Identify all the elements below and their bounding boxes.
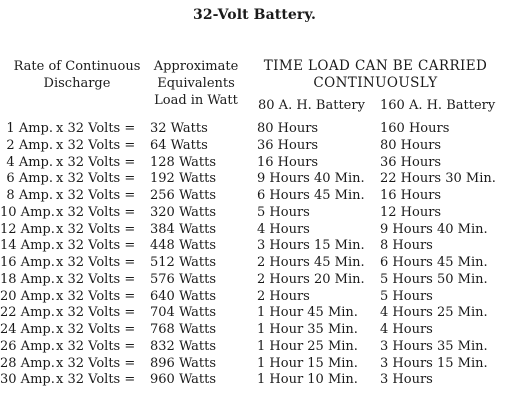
rate-volts-cell: x 32 Volts = [56, 204, 136, 220]
watts-cell: 320 Watts [150, 204, 217, 220]
time-160ah-cell: 8 Hours [380, 238, 433, 254]
rate-amp-cell: 4 Amp. [6, 154, 53, 170]
rate-amp-cell: 16 Amp. [0, 255, 55, 270]
time-80ah-cell: 1 Hour 25 Min. [257, 338, 358, 354]
rate-amp-cell: 20 Amp. [0, 288, 55, 304]
table-row [0, 121, 509, 138]
time-80ah-cell: 5 Hours [257, 204, 310, 220]
time-80ah-cell: 1 Hour 15 Min. [257, 355, 358, 371]
rate-amp-cell: 6 Amp. [6, 171, 53, 187]
watts-cell: 704 Watts [150, 305, 217, 321]
rate-amp-cell: 28 Amp. [0, 355, 55, 371]
rate-amp-cell: 22 Amp. [0, 305, 55, 321]
table-row [0, 339, 509, 356]
rate-amp-cell: 1 Amp. [6, 121, 53, 136]
time-160ah-cell: 3 Hours 35 Min. [380, 338, 488, 354]
table-row [0, 372, 509, 389]
time-80ah-cell: 2 Hours 20 Min. [257, 271, 365, 287]
watts-cell: 640 Watts [150, 288, 217, 304]
time-160ah-cell: 16 Hours [380, 188, 442, 203]
time-80ah-cell: 4 Hours [257, 221, 310, 237]
time-160ah-cell: 12 Hours [380, 204, 442, 220]
rate-volts-cell: x 32 Volts = [56, 322, 136, 337]
table-row [0, 305, 509, 322]
rate-amp-cell: 8 Amp. [6, 188, 53, 203]
time-160ah-cell: 5 Hours 50 Min. [380, 271, 488, 287]
time-160ah-cell: 22 Hours 30 Min. [380, 171, 496, 187]
discharge-table [0, 121, 509, 389]
time-80ah-cell: 80 Hours [257, 121, 319, 136]
time-160ah-cell: 6 Hours 45 Min. [380, 255, 488, 270]
time-80ah-cell: 3 Hours 15 Min. [257, 238, 365, 254]
table-row [0, 289, 509, 306]
watts-cell: 896 Watts [150, 355, 217, 371]
rate-volts-cell: x 32 Volts = [56, 355, 136, 371]
rate-amp-cell: 14 Amp. [0, 238, 55, 254]
time-160ah-cell: 9 Hours 40 Min. [380, 221, 488, 237]
table-row [0, 222, 509, 239]
time-160ah-cell: 4 Hours [380, 322, 433, 337]
watts-cell: 64 Watts [150, 137, 208, 153]
watts-cell: 768 Watts [150, 322, 217, 337]
watts-cell: 448 Watts [150, 238, 217, 254]
time-80ah-cell: 16 Hours [257, 154, 319, 170]
watts-cell: 576 Watts [150, 271, 217, 287]
time-160ah-cell: 160 Hours [380, 121, 450, 136]
table-row [0, 255, 509, 272]
time-80ah-cell: 2 Hours [257, 288, 310, 304]
time-80ah-cell: 1 Hour 45 Min. [257, 305, 358, 321]
rate-amp-cell: 24 Amp. [0, 322, 55, 337]
watts-cell: 256 Watts [150, 188, 217, 203]
table-row [0, 322, 509, 339]
rate-volts-cell: x 32 Volts = [56, 305, 136, 321]
rate-amp-cell: 10 Amp. [0, 204, 55, 220]
watts-cell: 832 Watts [150, 338, 217, 354]
table-row [0, 171, 509, 188]
time-160ah-cell: 3 Hours [380, 372, 433, 388]
page-title: 32-Volt Battery. [193, 7, 316, 23]
header-160ah-battery: 160 A. H. Battery [380, 98, 496, 113]
rate-volts-cell: x 32 Volts = [56, 338, 136, 354]
rate-volts-cell: x 32 Volts = [56, 154, 136, 170]
time-160ah-cell: 4 Hours 25 Min. [380, 305, 488, 321]
table-row [0, 356, 509, 373]
table-row [0, 238, 509, 255]
watts-cell: 192 Watts [150, 171, 217, 187]
rate-amp-cell: 2 Amp. [6, 137, 53, 153]
time-160ah-cell: 36 Hours [380, 154, 442, 170]
rate-volts-cell: x 32 Volts = [56, 271, 136, 287]
watts-cell: 32 Watts [150, 121, 208, 136]
rate-volts-cell: x 32 Volts = [56, 288, 136, 304]
rate-amp-cell: 26 Amp. [0, 338, 55, 354]
rate-volts-cell: x 32 Volts = [56, 255, 136, 270]
rate-amp-cell: 30 Amp. [0, 372, 55, 388]
time-80ah-cell: 6 Hours 45 Min. [257, 188, 365, 203]
watts-cell: 960 Watts [150, 372, 217, 388]
rate-volts-cell: x 32 Volts = [56, 137, 136, 153]
table-row [0, 138, 509, 155]
header-time-load: TIME LOAD CAN BE CARRIED CONTINUOUSLY [263, 58, 488, 91]
rate-volts-cell: x 32 Volts = [56, 121, 136, 136]
watts-cell: 384 Watts [150, 221, 217, 237]
time-160ah-cell: 5 Hours [380, 288, 433, 304]
watts-cell: 512 Watts [150, 255, 217, 270]
time-80ah-cell: 9 Hours 40 Min. [257, 171, 365, 187]
rate-volts-cell: x 32 Volts = [56, 238, 136, 254]
header-80ah-battery: 80 A. H. Battery [258, 98, 365, 113]
time-160ah-cell: 80 Hours [380, 137, 442, 153]
rate-volts-cell: x 32 Volts = [56, 171, 136, 187]
time-80ah-cell: 36 Hours [257, 137, 319, 153]
table-row [0, 272, 509, 289]
table-row [0, 205, 509, 222]
time-80ah-cell: 2 Hours 45 Min. [257, 255, 365, 270]
header-rate-of-discharge: Rate of Continuous Discharge [13, 59, 141, 91]
time-160ah-cell: 3 Hours 15 Min. [380, 355, 488, 371]
rate-volts-cell: x 32 Volts = [56, 221, 136, 237]
rate-amp-cell: 12 Amp. [0, 221, 55, 237]
table-row [0, 188, 509, 205]
watts-cell: 128 Watts [150, 154, 217, 170]
table-row [0, 155, 509, 172]
time-80ah-cell: 1 Hour 10 Min. [257, 372, 358, 388]
header-approximate-equivalents: Approximate Equivalents Load in Watt [153, 59, 239, 108]
rate-amp-cell: 18 Amp. [0, 271, 55, 287]
time-80ah-cell: 1 Hour 35 Min. [257, 322, 358, 337]
rate-volts-cell: x 32 Volts = [56, 372, 136, 388]
rate-volts-cell: x 32 Volts = [56, 188, 136, 203]
